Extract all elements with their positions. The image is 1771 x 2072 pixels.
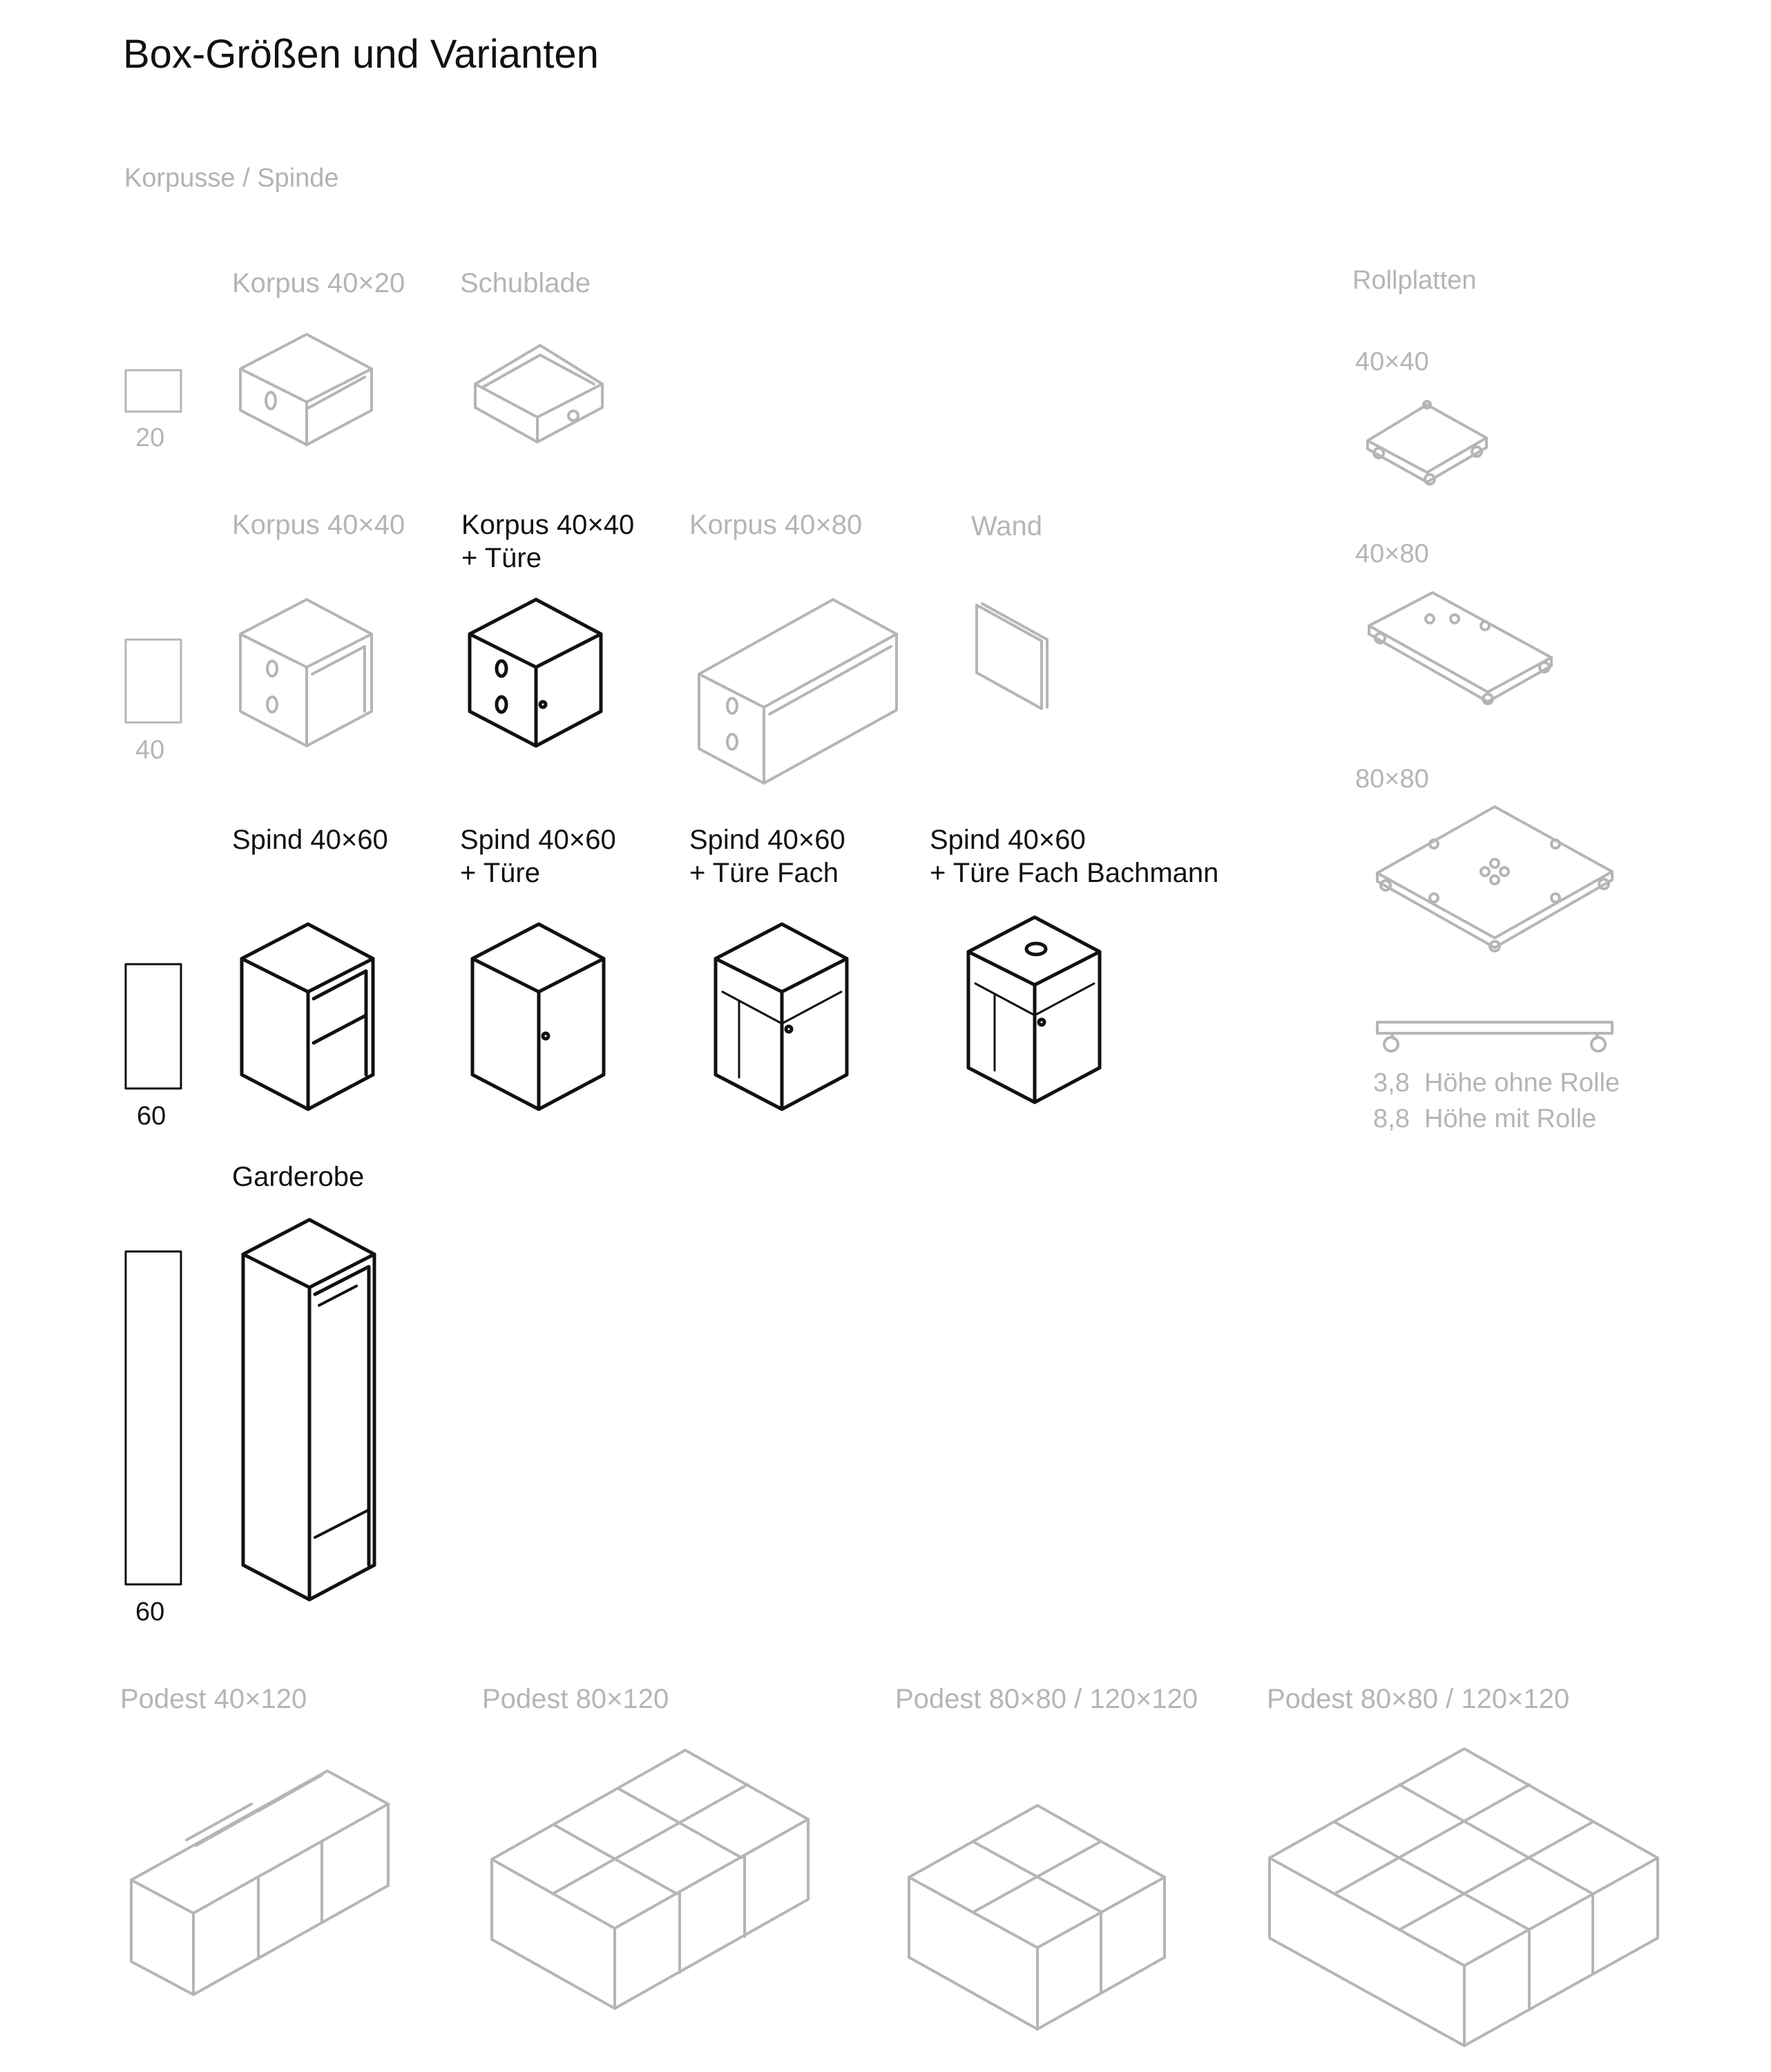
korpus-40x20-drawing <box>240 334 372 445</box>
rollplatte-size-40x80: 40×80 <box>1355 539 1429 568</box>
rollplatten-title: Rollplatten <box>1352 266 1477 295</box>
item-label-spind-tuere-fach: Spind 40×60 + Türe Fach <box>689 825 845 888</box>
rollplatte-40x80-drawing <box>1369 593 1551 704</box>
size-indicator-20 <box>126 370 181 412</box>
page-title: Box-Größen und Varianten <box>123 32 599 77</box>
spind-tuere-fach-drawing <box>716 924 847 1109</box>
height-label-garderobe: 60 <box>135 1598 165 1627</box>
item-label-schublade: Schublade <box>460 268 591 298</box>
rollplatte-side-drawing <box>1377 1022 1612 1051</box>
rollplatte-note-with-roll: 8,8 Höhe mit Rolle <box>1373 1104 1597 1133</box>
podest-80x80-drawing <box>909 1805 1165 2029</box>
rollplatte-size-40x40: 40×40 <box>1355 347 1429 376</box>
item-label-spind-tuere: Spind 40×60 + Türe <box>460 825 616 888</box>
rollplatte-note-without-roll: 3,8 Höhe ohne Rolle <box>1373 1068 1620 1097</box>
podest-label-40x120: Podest 40×120 <box>120 1684 307 1714</box>
korpus-40x40-tuere-drawing <box>470 599 601 746</box>
size-indicator-60 <box>126 964 181 1088</box>
spind-tuere-fach-bachmann-drawing <box>968 917 1100 1102</box>
rollplatte-size-80x80: 80×80 <box>1355 765 1429 794</box>
item-label-korpus-40x40-tuere: Korpus 40×40 + Türe <box>461 510 635 573</box>
schublade-drawing <box>475 345 602 442</box>
item-label-korpus-40x80: Korpus 40×80 <box>689 510 863 540</box>
podest-80x120-drawing <box>492 1750 808 2008</box>
size-indicator-40 <box>126 640 181 722</box>
podest-120x120-drawing <box>1270 1749 1658 2046</box>
podest-label-80x80-b: Podest 80×80 / 120×120 <box>1267 1684 1570 1714</box>
podest-40x120-drawing <box>131 1771 388 1995</box>
item-label-garderobe: Garderobe <box>232 1162 365 1192</box>
korpus-40x80-drawing <box>699 599 897 783</box>
wand-drawing <box>977 604 1047 709</box>
item-label-spind: Spind 40×60 <box>232 825 388 855</box>
podest-label-80x120: Podest 80×120 <box>482 1684 669 1714</box>
spind-drawing <box>242 924 373 1109</box>
rollplatte-40x40-drawing <box>1368 401 1486 484</box>
height-label-20: 20 <box>135 423 165 452</box>
korpus-40x40-drawing <box>240 599 372 746</box>
item-label-spind-tuere-fach-bachmann: Spind 40×60 + Türe Fach Bachmann <box>930 825 1219 888</box>
size-indicator-garderobe <box>126 1251 181 1584</box>
garderobe-drawing <box>243 1220 374 1600</box>
height-label-60: 60 <box>137 1102 166 1131</box>
spind-tuere-drawing <box>472 924 604 1109</box>
item-label-wand: Wand <box>971 511 1043 541</box>
item-label-korpus-40x20: Korpus 40×20 <box>232 268 405 298</box>
height-label-40: 40 <box>135 736 165 765</box>
item-label-korpus-40x40: Korpus 40×40 <box>232 510 405 540</box>
podest-label-80x80-a: Podest 80×80 / 120×120 <box>895 1684 1198 1714</box>
section-label: Korpusse / Spinde <box>124 164 339 193</box>
rollplatte-80x80-drawing <box>1377 807 1612 951</box>
